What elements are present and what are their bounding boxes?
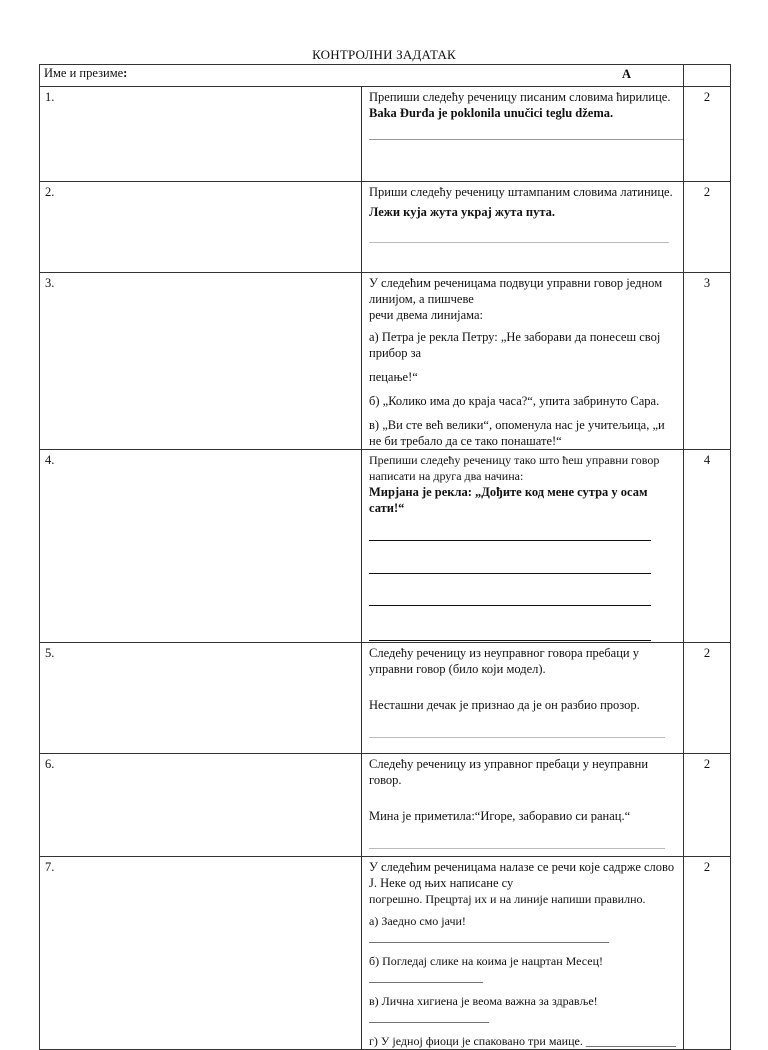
name-colon: : [123,66,128,80]
task-points: 2 [684,754,731,857]
answer-line[interactable] [369,640,651,641]
task-body [362,182,684,273]
task-sentence: Несташни дечак је признао да је он разбио прозор. [369,698,640,712]
name-label: Име и презиме [44,66,124,80]
points-header-cell [684,65,731,87]
task-sentence: пецање!“ [369,370,418,384]
task-body [362,643,684,754]
task-row [40,273,731,450]
task-number: 1. [40,87,362,182]
task-instruction: Следећу реченицу из неуправног говора пребаци у управни говор (било који модел). [369,646,639,676]
task-number: 5. [40,643,362,754]
task-points: 2 [684,87,731,182]
task-number: 2. [40,182,362,273]
task-sentence: а) Петра је рекла Петру: „Не заборави да понесеш свој прибор за [369,330,661,360]
page-title: КОНТРОЛНИ ЗАДАТАК [312,47,456,62]
task-points: 2 [684,643,731,754]
task-row [40,182,731,273]
fill-in-line[interactable]: б) Погледај слике на коима је нацртан Месец! ___________________ [369,954,603,984]
task-row [40,87,731,182]
test-table [39,64,731,1050]
answer-line[interactable] [369,139,683,140]
fill-in-line[interactable]: а) Заедно смо јачи! ________________________________________ [369,914,609,944]
fill-in-line[interactable]: в) Лична хигиена је веома важна за здравље! ____________________ [369,994,598,1024]
task-instruction: Препиши следећу реченицу тако што ћеш управни говор написати на друга два начина: [369,453,660,483]
task-instruction: погрешно. Прецртај их и на линије напиши правилно. [369,892,646,906]
task-body [362,857,684,1050]
task-sentence: Мина је приметила:“Игоре, заборавио си ранац.“ [369,809,631,823]
answer-line[interactable] [369,605,651,606]
task-body [362,450,684,643]
task-points: 3 [684,273,731,450]
answer-line[interactable] [369,848,665,849]
task-body [362,754,684,857]
task-instruction: Препиши следећу реченицу писаним словима ћирилице. [369,90,671,104]
group-label: A [621,67,631,81]
task-body [362,273,684,450]
task-row [40,643,731,754]
task-sentence: б) „Колико има до краја часа?“, упита забринуто Сара. [369,394,660,408]
task-number: 7. [40,857,362,1050]
task-instruction: У следећим реченицама подвуци управни говор једном линијом, а пишчеве [369,276,663,306]
task-sentence: Baka Đurđa je poklonila unučici teglu džema. [369,106,614,120]
name-row [40,65,731,87]
answer-line[interactable] [369,242,669,243]
task-sentence: Мирјана је рекла: „Дођите код мене сутра у осам сати!“ [369,485,648,515]
task-body [362,87,684,182]
task-sentence: в) „Ви сте већ велики“, опоменула нас је учитељица, „и не би требало да се тако понашате!“ [369,418,665,448]
fill-in-line[interactable]: г) У једној фиоци је спаковано три маице. _______________ [369,1034,676,1048]
answer-line[interactable] [369,573,651,574]
task-points: 2 [684,857,731,1050]
task-number: 6. [40,754,362,857]
answer-line[interactable] [369,737,665,738]
task-row [40,450,731,643]
task-instruction: Следећу реченицу из управног пребаци у неуправни говор. [369,757,649,787]
task-points: 4 [684,450,731,643]
task-sentence: Лежи куја жута украј жута пута. [369,205,556,219]
task-number: 4. [40,450,362,643]
task-instruction: речи двема линијама: [369,308,483,322]
task-row [40,857,731,1050]
answer-line[interactable] [369,540,651,541]
task-number: 3. [40,273,362,450]
name-cell [40,65,684,87]
task-points: 2 [684,182,731,273]
task-row [40,754,731,857]
task-instruction: У следећим реченицама налазе се речи које садрже слово Ј. Неке од њих написане су [369,860,675,890]
task-instruction: Пpиши следећу реченицу штампаним словима латинице. [369,185,673,199]
